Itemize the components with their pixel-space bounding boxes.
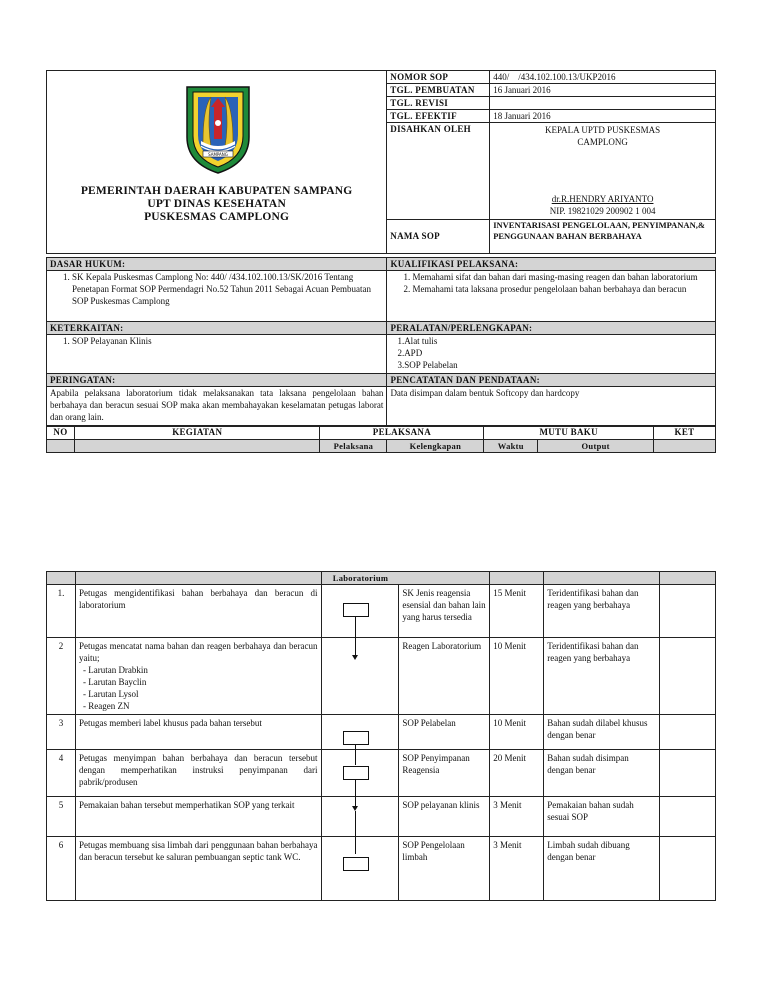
org-line-3: PUSKESMAS CAMPLONG (144, 211, 290, 223)
row-kegiatan (75, 715, 321, 750)
row-kegiatan (75, 750, 321, 797)
peringatan-label: PERINGATAN: (47, 374, 387, 387)
tgl-pembuatan-value: 16 Januari 2016 (490, 84, 716, 97)
row-kelengkapan: SOP Pelabelan (399, 715, 490, 750)
kegiatan-sub-item: - Larutan Drabkin (82, 665, 148, 675)
row-ket (660, 837, 716, 901)
kegiatan-text: Petugas menyimpan bahan berbahaya dan beracun tersebut dengan memperhatikan instruksi penyimpanan dari pabrik/produsen (78, 753, 318, 787)
row-output: Teridentifikasi bahan dan reagen yang berbahaya (544, 585, 660, 638)
row-waktu: 15 Menit (490, 585, 544, 638)
keterkaitan-label: KETERKAITAN: (47, 322, 387, 335)
kegiatan-text: Petugas mencatat nama bahan dan reagen berbahaya dan beracun yaitu; (78, 641, 318, 663)
row-output: Bahan sudah disimpan dengan benar (544, 750, 660, 797)
keterkaitan-item: 1. SOP Pelayanan Klinis (72, 335, 383, 347)
row-number: 1. (47, 585, 76, 638)
row-waktu: 10 Menit (490, 715, 544, 750)
kualifikasi-list (390, 271, 712, 295)
row-kegiatan (75, 837, 321, 901)
row-waktu: 20 Menit (490, 750, 544, 797)
row-ket (660, 715, 716, 750)
kegiatan-sub-item: - Reagen ZN (82, 701, 130, 711)
keterkaitan-list (50, 335, 383, 347)
col-sub-output: Output (538, 440, 654, 453)
table-row (47, 715, 716, 750)
kegiatan-sub-item: - Larutan Bayclin (82, 677, 147, 687)
col-no: NO (47, 426, 75, 440)
disahkan-line-1: KEPALA UPTD PUSKESMAS (544, 125, 661, 136)
row-waktu: 3 Menit (490, 837, 544, 901)
row-pelaksana-flow (321, 638, 399, 715)
dasar-hukum-label: DASAR HUKUM: (47, 258, 387, 271)
table-row (47, 797, 716, 837)
dasar-hukum-item: 1. SK Kepala Puskesmas Camplong No: 440/ /434.102.100.13/SK/2016 Tentang Penetapan Format SOP Permendagri No.52 Tahun 2011 Sebagai Acuan Pembuatan SOP Puskesmas Camplong (72, 271, 383, 307)
dasar-hukum-content (47, 271, 387, 322)
row-waktu: 10 Menit (490, 638, 544, 715)
peralatan-content (387, 335, 716, 374)
kegiatan-sub-item: - Larutan Lysol (82, 689, 139, 699)
nama-sop-label: NAMA SOP (387, 219, 490, 253)
org-line-2: UPT DINAS KESEHATAN (147, 198, 286, 210)
tgl-efektif-value: 18 Januari 2016 (490, 110, 716, 123)
kualifikasi-content (387, 271, 716, 322)
peralatan-item: 1.Alat tulis (397, 336, 438, 346)
peralatan-item: 2.APD (397, 348, 423, 358)
kegiatan-sub-list (79, 664, 318, 712)
row-output: Bahan sudah dilabel khusus dengan benar (544, 715, 660, 750)
pencatatan-text: Data disimpan dalam bentuk Softcopy dan hardcopy (387, 387, 716, 427)
procedure-table (46, 571, 716, 901)
row-kelengkapan: SK Jenis reagensia esensial dan bahan lain yang harus tersedia (399, 585, 490, 638)
dasar-hukum-list (50, 271, 383, 307)
tgl-revisi-value (490, 97, 716, 110)
row-pelaksana-flow (321, 750, 399, 797)
kabupaten-sampang-emblem-icon (181, 83, 255, 175)
signer-nip: NIP. 19821029 200902 1 004 (549, 206, 656, 217)
row-kelengkapan: SOP pelayanan klinis (399, 797, 490, 837)
org-name (47, 185, 386, 224)
table-row (47, 585, 716, 638)
row-output: Pemakaian bahan sudah sesuai SOP (544, 797, 660, 837)
row-ket (660, 638, 716, 715)
pencatatan-label: PENCATATAN DAN PENDATAAN: (387, 374, 716, 387)
row-pelaksana-flow (321, 797, 399, 837)
row-pelaksana-flow (321, 715, 399, 750)
tgl-efektif-label: TGL. EFEKTIF (387, 110, 490, 123)
row-output: Teridentifikasi bahan dan reagen yang berbahaya (544, 638, 660, 715)
row-kelengkapan: SOP Penyimpanan Reagensia (399, 750, 490, 797)
tgl-pembuatan-label: TGL. PEMBUATAN (387, 84, 490, 97)
sop-sections-table (46, 257, 716, 427)
peralatan-label: PERALATAN/PERLENGKAPAN: (387, 322, 716, 335)
col-mutu-baku: MUTU BAKU (484, 426, 654, 440)
row-number: 3 (47, 715, 76, 750)
row-ket (660, 750, 716, 797)
procedure-columns-header (46, 425, 716, 453)
col-sub-pelaksana: Pelaksana (320, 440, 387, 453)
kualifikasi-item: 1. Memahami sifat dan bahan dari masing-masing reagen dan bahan laboratorium (412, 271, 712, 283)
row-pelaksana-flow (321, 837, 399, 901)
col-kegiatan: KEGIATAN (74, 426, 320, 440)
table-row (47, 638, 716, 715)
peralatan-list (397, 335, 712, 371)
org-cell (47, 71, 387, 254)
disahkan-cell (490, 123, 716, 220)
peralatan-item: 3.SOP Pelabelan (397, 360, 458, 370)
row-number: 6 (47, 837, 76, 901)
kualifikasi-item: 2. Memahami tata laksana prosedur pengelolaan bahan berbahaya dan beracun (412, 283, 712, 295)
nama-sop-value: INVENTARISASI PENGELOLAAN, PENYIMPANAN,& PENGGUNAAN BAHAN BERBAHAYA (490, 219, 716, 253)
kualifikasi-label: KUALIFIKASI PELAKSANA: (387, 258, 716, 271)
keterkaitan-content (47, 335, 387, 374)
kegiatan-text: Petugas membuang sisa limbah dari penggunaan bahan berbahaya dan beracun tersebut ke saluran pembuangan septic tank WC. (78, 840, 318, 862)
disahkan-label: DISAHKAN OLEH (387, 123, 490, 220)
peringatan-text: Apabila pelaksana laboratorium tidak melaksanakan tata laksana pengelolaan bahan berbahaya dan beracun sesuai SOP maka akan membahayakan keselamatan petugas laborat dan orang lain. (47, 387, 387, 427)
col-sub-kelengkapan: Kelengkapan (387, 440, 484, 453)
table-row (47, 837, 716, 901)
org-line-1: PEMERINTAH DAERAH KABUPATEN SAMPANG (80, 185, 353, 197)
row-ket (660, 797, 716, 837)
row-number: 5 (47, 797, 76, 837)
kegiatan-text: Pemakaian bahan tersebut memperhatikan SOP yang terkait (78, 800, 295, 810)
tgl-revisi-label: TGL. REVISI (387, 97, 490, 110)
row-kelengkapan: SOP Pengelolaan limbah (399, 837, 490, 901)
row-waktu: 3 Menit (490, 797, 544, 837)
row-pelaksana-flow (321, 585, 399, 638)
nomor-sop-label: NOMOR SOP (387, 71, 490, 84)
col-sub-waktu: Waktu (484, 440, 538, 453)
row-kegiatan (75, 797, 321, 837)
col-ket: KET (654, 426, 716, 440)
kegiatan-text: Petugas memberi label khusus pada bahan tersebut (78, 718, 262, 728)
laboratorium-label: Laboratorium (332, 573, 389, 583)
row-number: 2 (47, 638, 76, 715)
sop-header-table (46, 70, 716, 254)
kegiatan-text: Petugas mengidentifikasi bahan berbahaya dan beracun di laboratorium (78, 588, 318, 610)
procedure-column-header (321, 572, 490, 585)
row-number: 4 (47, 750, 76, 797)
logo-motto: SAMPANG (208, 152, 228, 157)
nomor-sop-value: 440/ /434.102.100.13/UKP2016 (490, 71, 716, 84)
signer-name: dr.R.HENDRY ARIYANTO (551, 194, 654, 205)
row-kegiatan (75, 638, 321, 715)
logo (181, 83, 255, 175)
row-ket (660, 585, 716, 638)
row-kegiatan (75, 585, 321, 638)
row-output: Limbah sudah dibuang dengan benar (544, 837, 660, 901)
table-row (47, 750, 716, 797)
row-kelengkapan: Reagen Laboratorium (399, 638, 490, 715)
disahkan-line-2: CAMPLONG (577, 137, 628, 148)
col-pelaksana: PELAKSANA (320, 426, 484, 440)
